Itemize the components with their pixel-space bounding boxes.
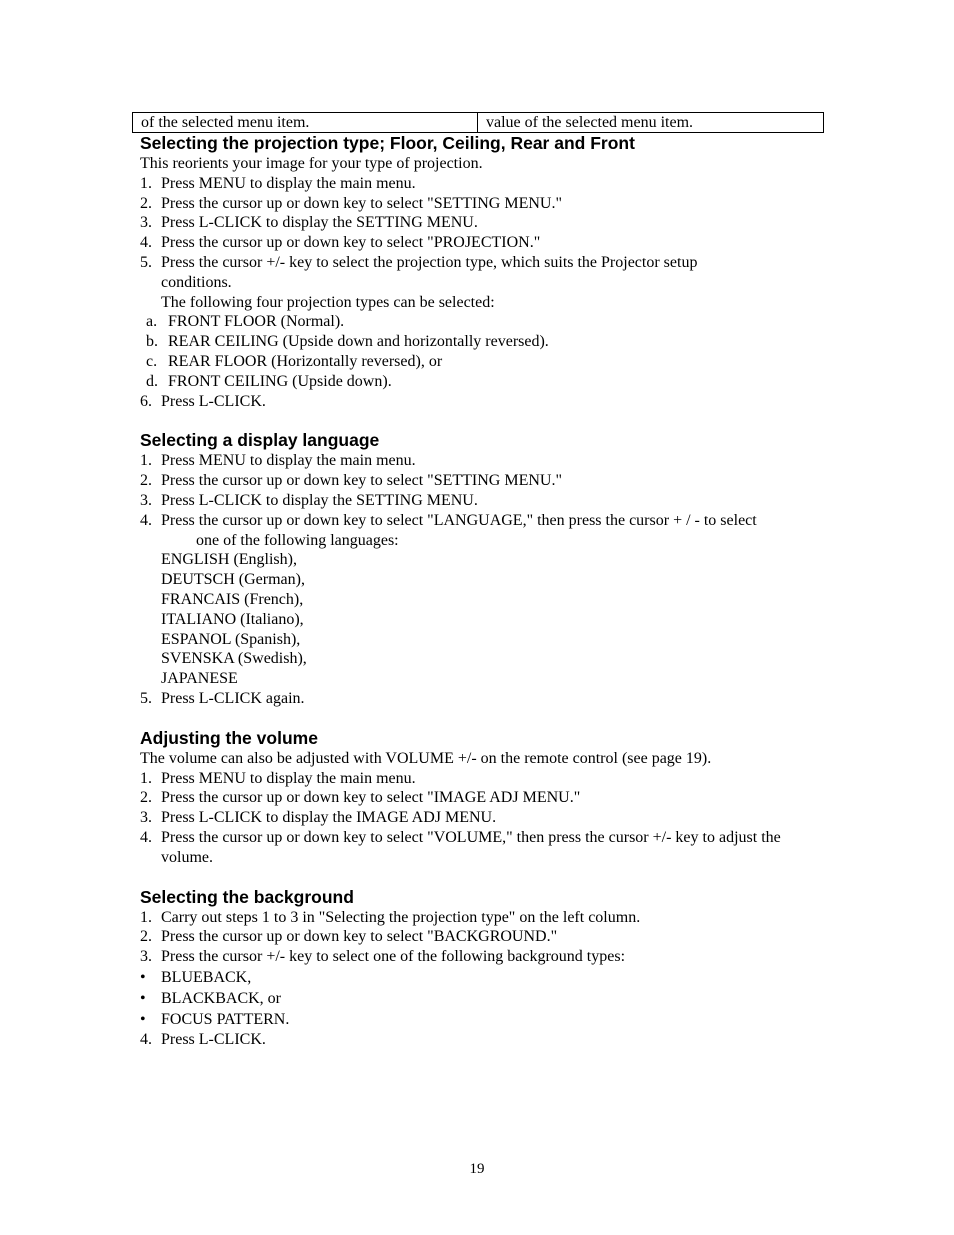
step-text: Press the cursor +/- key to select one of the following background types: — [161, 948, 626, 966]
list-item: 1. Press MENU to display the main menu. — [140, 451, 820, 471]
language-option: JAPANESE — [161, 670, 238, 688]
list-item: 5. Press the cursor +/- key to select the projection type, which suits the Projector setup conditions. — [140, 253, 820, 293]
list-item: 2. Press the cursor up or down key to select "IMAGE ADJ MENU." — [140, 788, 820, 808]
step-text: Press the cursor up or down key to select "PROJECTION." — [161, 234, 541, 252]
section-background — [140, 887, 820, 1050]
list-item: 2. Press the cursor up or down key to select "SETTING MENU." — [140, 194, 820, 214]
list-item: 3. Press L-CLICK to display the IMAGE ADJ MENU. — [140, 808, 820, 828]
list-item: 1. Carry out steps 1 to 3 in "Selecting the projection type" on the left column. — [140, 908, 820, 928]
step-text: Press the cursor +/- key to select the projection type, which suits the Projector setup conditions. — [161, 253, 698, 291]
section-intro: This reorients your image for your type of projection. — [140, 155, 483, 172]
section-projection-type — [140, 133, 820, 411]
step-text: Press L-CLICK to display the SETTING MENU. — [161, 491, 478, 509]
list-item: 4. Press L-CLICK. — [140, 1030, 820, 1050]
language-option: DEUTSCH (German), — [161, 571, 305, 589]
bullet-icon: • — [140, 1010, 146, 1028]
step-text: Press the cursor up or down key to select "LANGUAGE," then press the cursor + / - to select — [161, 511, 757, 529]
section-title: Selecting the projection type; Floor, Ceiling, Rear and Front — [140, 133, 635, 153]
section-title: Selecting a display language — [140, 430, 380, 451]
language-option: ITALIANO (Italiano), — [161, 610, 304, 628]
list-item: 3. Press the cursor +/- key to select one of the following background types: — [140, 947, 820, 967]
list-item: 2. Press the cursor up or down key to select "BACKGROUND." — [140, 927, 820, 947]
step-text: Press the cursor up or down key to select "SETTING MENU." — [161, 472, 562, 490]
option-item: d. FRONT CEILING (Upside down). — [146, 372, 392, 390]
page-number: 19 — [469, 1161, 485, 1177]
section-title: Selecting the background — [140, 886, 354, 907]
section-display-language — [140, 430, 820, 708]
language-option: SVENSKA (Swedish), — [161, 650, 307, 668]
step-text: Press L-CLICK. — [161, 1030, 266, 1048]
option-item: a. FRONT FLOOR (Normal). — [146, 313, 345, 331]
list-item: 4. Press the cursor up or down key to select "VOLUME," then press the cursor +/- key to adjust the volume. — [140, 828, 820, 868]
step-text: Press L-CLICK to display the SETTING MENU. — [161, 214, 478, 232]
list-item: 1. Press MENU to display the main menu. — [140, 769, 820, 789]
option-item: b. REAR CEILING (Upside down and horizontally reversed). — [146, 333, 549, 351]
step-text: Press the cursor up or down key to select "IMAGE ADJ MENU." — [161, 789, 581, 807]
list-item: 1. Press MENU to display the main menu. — [140, 174, 820, 194]
bullet-item: • BLACKBACK, or — [140, 989, 282, 1007]
bullet-icon: • — [140, 989, 146, 1007]
step-text: Press the cursor up or down key to select "VOLUME," then press the cursor +/- key to adjust the volume. — [161, 828, 781, 866]
table-row — [133, 113, 824, 133]
step-text: Carry out steps 1 to 3 in "Selecting the projection type" on the left column. — [161, 908, 641, 926]
bullet-item: • BLUEBACK, — [140, 968, 252, 986]
step-text: Press MENU to display the main menu. — [161, 174, 416, 192]
language-option: ESPANOL (Spanish), — [161, 630, 301, 648]
list-item: 4. Press the cursor up or down key to select "PROJECTION." — [140, 233, 820, 253]
section-intro: The volume can also be adjusted with VOLUME +/- on the remote control (see page 19). — [140, 749, 712, 767]
page-content — [140, 133, 820, 1069]
menu-description-table — [132, 112, 824, 133]
language-option: ENGLISH (English), — [161, 551, 297, 569]
list-item: 2. Press the cursor up or down key to select "SETTING MENU." — [140, 471, 820, 491]
list-item: 5. Press L-CLICK again. — [140, 689, 820, 709]
step-text: Press MENU to display the main menu. — [161, 452, 416, 470]
section-title: Adjusting the volume — [140, 727, 318, 748]
list-item: 6. Press L-CLICK. — [140, 392, 820, 412]
step-text: Press the cursor up or down key to select "BACKGROUND." — [161, 928, 558, 946]
option-item: c. REAR FLOOR (Horizontally reversed), or — [146, 352, 443, 370]
bullet-item: • FOCUS PATTERN. — [140, 1010, 290, 1028]
options-note: The following four projection types can be selected: — [161, 293, 495, 311]
step-text: Press the cursor up or down key to select "SETTING MENU." — [161, 194, 562, 212]
language-option: FRANCAIS (French), — [161, 590, 304, 608]
list-item: 3. Press L-CLICK to display the SETTING MENU. — [140, 491, 820, 511]
table-cell-left: of the selected menu item. — [133, 113, 478, 133]
bullet-icon: • — [140, 968, 146, 986]
list-item: 4. Press the cursor up or down key to select "LANGUAGE," then press the cursor + / - to select — [140, 511, 820, 531]
step-text: Press L-CLICK to display the IMAGE ADJ MENU. — [161, 809, 497, 827]
list-item: 3. Press L-CLICK to display the SETTING MENU. — [140, 213, 820, 233]
step-continuation: one of the following languages: — [196, 531, 399, 549]
step-text: Press L-CLICK. — [161, 392, 266, 410]
section-volume — [140, 728, 820, 868]
table-cell-right: value of the selected menu item. — [478, 113, 824, 133]
step-text: Press MENU to display the main menu. — [161, 769, 416, 787]
step-text: Press L-CLICK again. — [161, 689, 305, 707]
